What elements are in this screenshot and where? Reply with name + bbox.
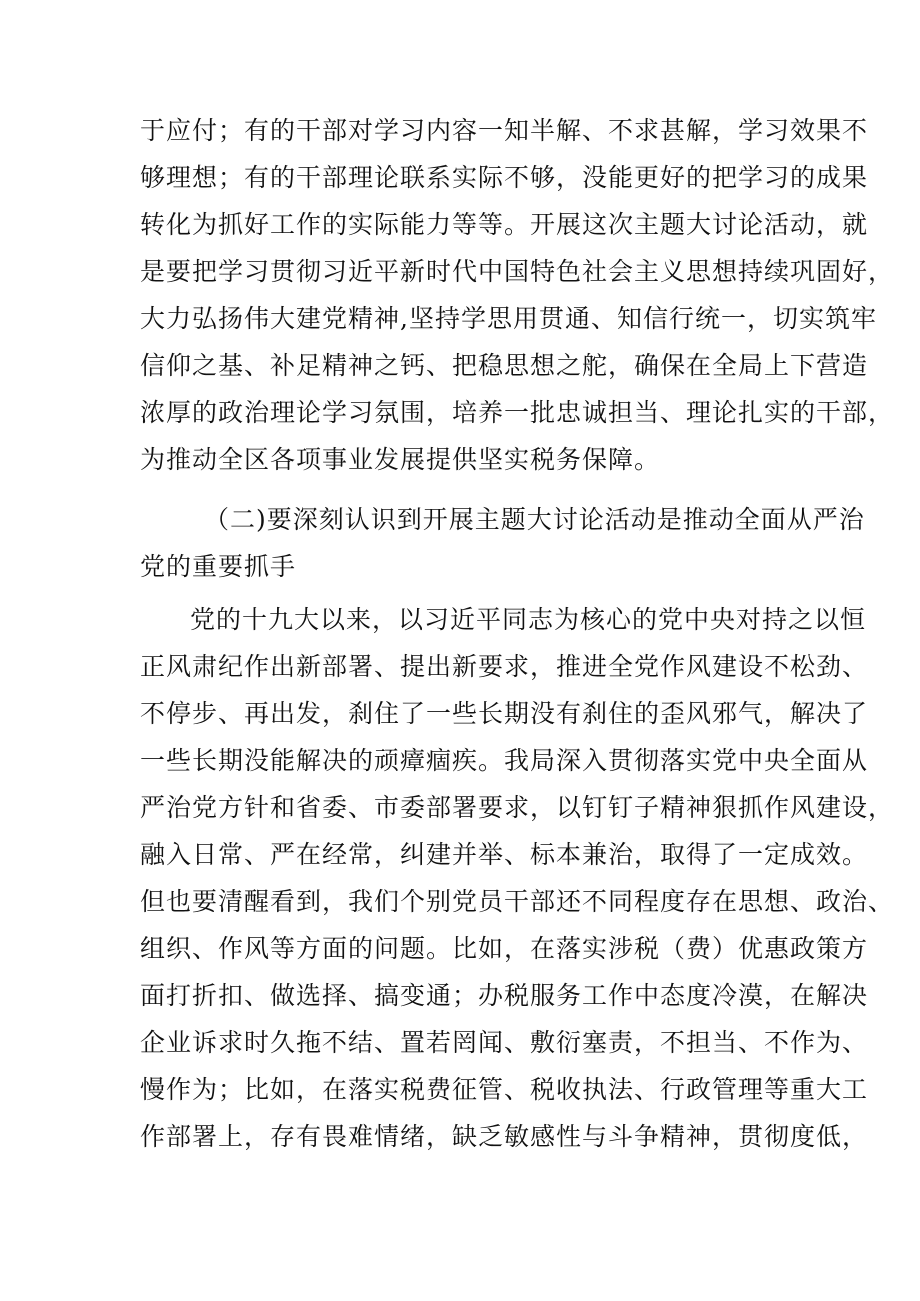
paragraph-line: 不停步、再出发，刹住了一些长期没有刹住的歪风邪气，解决了: [140, 699, 869, 728]
paragraph-line: 党的十九大以来，以习近平同志为核心的党中央对持之以恒: [190, 605, 867, 634]
paragraph-line: 融入日常、严在经常，纠建并举、标本兼治，取得了一定成效。: [140, 840, 869, 869]
paragraph-line: 一些长期没能解决的顽瘴痼疾。我局深入贯彻落实党中央全面从: [140, 746, 869, 775]
paragraph-line: 作部署上，存有畏难情绪，缺乏敏感性与斗争精神，贯彻度低，: [140, 1122, 869, 1151]
paragraph-line: 正风肃纪作出新部署、提出新要求，推进全党作风建设不松劲、: [140, 652, 869, 681]
paragraph-line: 严治党方针和省委、市委部署要求，以钉钉子精神狠抓作风建设，: [140, 793, 895, 822]
paragraph-line: 信仰之基、补足精神之钙、把稳思想之舵，确保在全局上下营造: [140, 351, 869, 380]
section-heading-continuation: 党的重要抓手: [140, 552, 297, 581]
paragraph-line: 于应付；有的干部对学习内容一知半解、不求甚解，学习效果不: [140, 116, 869, 145]
section-heading: （二)要深刻认识到开展主题大讨论活动是推动全面从严治: [204, 505, 865, 534]
paragraph-line: 企业诉求时久拖不结、置若罔闻、敷衍塞责，不担当、不作为、: [140, 1028, 869, 1057]
paragraph-line: 组织、作风等方面的问题。比如，在落实涉税（费）优惠政策方: [140, 934, 869, 963]
paragraph-line: 转化为抓好工作的实际能力等等。开展这次主题大讨论活动，就: [140, 210, 869, 239]
paragraph-line: 为推动全区各项事业发展提供坚实税务保障。: [140, 445, 661, 474]
paragraph-line: 面打折扣、做选择、搞变通；办税服务工作中态度冷漠，在解决: [140, 981, 869, 1010]
paragraph-line: 慢作为；比如，在落实税费征管、税收执法、行政管理等重大工: [140, 1075, 869, 1104]
paragraph-line: 是要把学习贯彻习近平新时代中国特色社会主义思想持续巩固好，: [140, 257, 895, 286]
paragraph-line: 但也要清醒看到，我们个别党员干部还不同程度存在思想、政治、: [140, 887, 895, 916]
paragraph-line: 够理想；有的干部理论联系实际不够，没能更好的把学习的成果: [140, 163, 869, 192]
paragraph-line: 大力弘扬伟大建党精神,坚持学思用贯通、知信行统一，切实筑牢: [140, 304, 877, 333]
paragraph-line: 浓厚的政治理论学习氛围，培养一批忠诚担当、理论扎实的干部，: [140, 398, 895, 427]
